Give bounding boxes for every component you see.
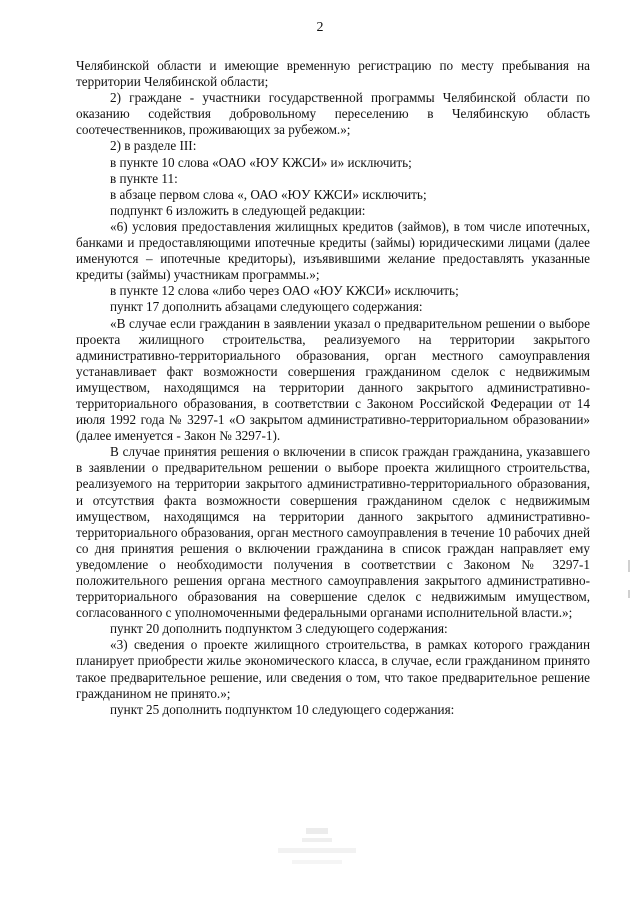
paragraph-12: В случае принятия решения о включении в список граждан гражданина, указавшего в заявлении о предварительном решении о выборе проекта жилищного строительства, реализуемого на территории закрытого административно-территориального образования, и отсутствия факта возможности совершения гражданином сделок с недвижимым имуществом, находящимся на территории данного закрытого административно-территориального образования, орган местного самоуправления в течение 10 рабочих дней со дня принятия решения о включении гражданина в список граждан направляет ему уведомление о необходимости получения в соответствии с Законом № 3297-1 положительного решения органа местного самоуправления закрытого административно-территориального образования на совершение сделок с недвижимым имуществом, согласованного с уполномоченными федеральными органами исполнительной власти.»; bbox=[76, 444, 590, 621]
paragraph-6: в абзаце первом слова «, ОАО «ЮУ КЖСИ» исключить; bbox=[110, 186, 427, 202]
document-body bbox=[76, 58, 590, 718]
paragraph-8: «6) условия предоставления жилищных кредитов (займов), в том числе ипотечных, банками и предоставляющими ипотечные кредиты (займы) юридическими лицами (далее именуются – ипотечные кредиторы), изъявившими желание предоставлять указанные кредиты (займы) участникам программы.»; bbox=[76, 218, 590, 283]
paragraph-10: пункт 17 дополнить абзацами следующего содержания: bbox=[110, 299, 423, 315]
paragraph-2: 2) граждане - участники государственной программы Челябинской области по оказанию содействия добровольному переселению в Челябинскую область соотечественников, проживающих за рубежом.»; bbox=[76, 90, 590, 138]
page-number: 2 bbox=[316, 20, 324, 35]
stamp-graphic bbox=[272, 826, 362, 872]
paragraph-4: в пункте 10 слова «ОАО «ЮУ КЖСИ» и» исключить; bbox=[110, 154, 412, 170]
paragraph-15: пункт 25 дополнить подпунктом 10 следующего содержания: bbox=[110, 701, 455, 717]
paragraph-5: в пункте 11: bbox=[110, 170, 178, 186]
scan-edge-mark bbox=[628, 590, 630, 598]
paragraph-11: «В случае если гражданин в заявлении указал о предварительном решении о выборе проекта жилищного строительства, реализуемого на территории закрытого административно-территориального образования, орган местного самоуправления устанавливает факт возможности совершения гражданином сделок с недвижимым имуществом, находящимся на территории данного закрытого административно-территориального образования, в соответствии с Законом Российской Федерации от 14 июля 1992 года № 3297-1 «О закрытом административно-территориальном образовании» (далее именуется - Закон № 3297-1). bbox=[76, 315, 590, 444]
paragraph-1: Челябинской области и имеющие временную регистрацию по месту пребывания на территории Челябинской области; bbox=[76, 58, 590, 90]
scan-edge-mark bbox=[628, 560, 630, 572]
paragraph-9: в пункте 12 слова «либо через ОАО «ЮУ КЖСИ» исключить; bbox=[110, 283, 459, 299]
paragraph-13: пункт 20 дополнить подпунктом 3 следующего содержания: bbox=[110, 621, 448, 637]
paragraph-14: «3) сведения о проекте жилищного строительства, в рамках которого гражданин планирует приобрести жилье экономического класса, в случае, если гражданином принято такое предварительное решение, или сведения о том, что такое предварительное решение гражданином не принято.»; bbox=[76, 637, 590, 701]
faded-stamp-mark bbox=[272, 826, 362, 872]
paragraph-3: 2) в разделе III: bbox=[110, 138, 197, 154]
paragraph-7: подпункт 6 изложить в следующей редакции: bbox=[110, 202, 366, 218]
